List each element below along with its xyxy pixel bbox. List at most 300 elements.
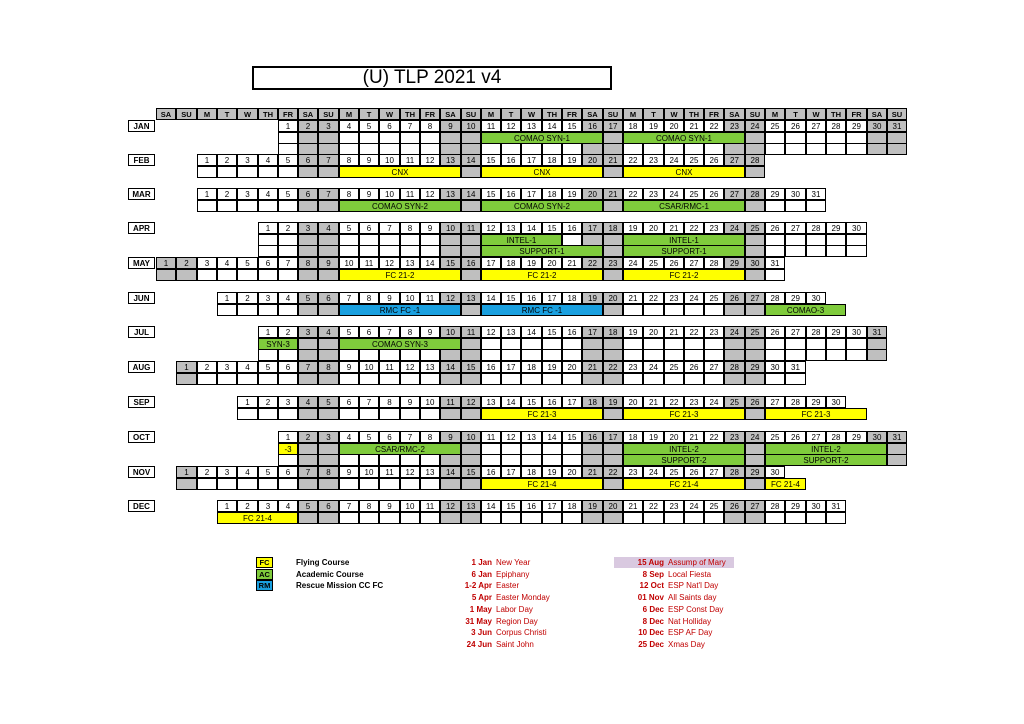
- empty-cell: [298, 304, 318, 316]
- holiday-name: Saint John: [496, 639, 534, 649]
- day-cell: 9: [339, 466, 359, 478]
- empty-cell: [440, 373, 461, 385]
- day-cell: 30: [846, 326, 867, 338]
- empty-cell: [359, 454, 379, 466]
- month-label-apr: APR: [128, 222, 155, 234]
- month-label-jul: JUL: [128, 326, 155, 338]
- day-cell: 8: [420, 431, 440, 443]
- weekday-header-cell: M: [765, 108, 785, 120]
- empty-cell: [420, 245, 440, 257]
- empty-cell: [846, 245, 867, 257]
- day-cell: 24: [724, 326, 745, 338]
- day-cell: 27: [704, 361, 724, 373]
- event-bar-academic: COMAO-3: [765, 304, 846, 316]
- day-cell: 27: [785, 326, 806, 338]
- day-cell: 7: [379, 222, 400, 234]
- day-cell: 29: [826, 222, 846, 234]
- day-cell: 16: [521, 292, 542, 304]
- empty-cell: [359, 512, 379, 524]
- day-cell: 8: [420, 120, 440, 132]
- empty-cell: [440, 512, 461, 524]
- empty-cell: [298, 408, 318, 420]
- empty-cell: [298, 269, 318, 281]
- day-cell: 1: [258, 222, 278, 234]
- day-cell: 25: [684, 188, 704, 200]
- day-cell: 10: [461, 431, 481, 443]
- day-cell: 17: [603, 120, 623, 132]
- empty-cell: [298, 349, 318, 361]
- empty-cell: [664, 373, 684, 385]
- empty-cell: [420, 349, 440, 361]
- holiday-name: Nat Holliday: [668, 616, 712, 626]
- holiday-name: New Year: [496, 558, 531, 567]
- empty-cell: [176, 373, 197, 385]
- day-cell: 20: [582, 188, 603, 200]
- day-cell: 29: [724, 257, 745, 269]
- empty-cell: [258, 349, 278, 361]
- day-cell: 1: [278, 431, 298, 443]
- empty-cell: [582, 373, 603, 385]
- day-cell: 9: [420, 222, 440, 234]
- day-cell: 7: [379, 326, 400, 338]
- day-cell: 16: [562, 326, 582, 338]
- holiday-entry: [614, 627, 712, 638]
- weekday-header-cell: TH: [826, 108, 846, 120]
- event-bar-flying: FC 21-2: [339, 269, 461, 281]
- day-cell: 2: [237, 500, 258, 512]
- weekday-header-cell: W: [664, 108, 684, 120]
- empty-cell: [562, 373, 582, 385]
- day-cell: 12: [440, 500, 461, 512]
- empty-cell: [461, 245, 481, 257]
- day-cell: 19: [521, 257, 542, 269]
- day-cell: 19: [643, 120, 664, 132]
- empty-cell: [603, 349, 623, 361]
- empty-cell: [400, 454, 420, 466]
- day-cell: 20: [603, 292, 623, 304]
- day-cell: 5: [278, 154, 298, 166]
- day-cell: 19: [562, 188, 582, 200]
- empty-cell: [298, 200, 318, 212]
- event-bar-academic: COMAO SYN-2: [339, 200, 461, 212]
- empty-cell: [237, 478, 258, 490]
- empty-cell: [623, 373, 643, 385]
- empty-cell: [785, 245, 806, 257]
- day-cell: 23: [704, 222, 724, 234]
- empty-cell: [887, 143, 907, 155]
- event-bar-flying: FC 21-3: [623, 408, 745, 420]
- holiday-date: 1 May: [469, 604, 492, 614]
- day-cell: 13: [440, 154, 461, 166]
- day-cell: 16: [481, 466, 501, 478]
- empty-cell: [643, 304, 664, 316]
- day-cell: 28: [826, 120, 846, 132]
- day-cell: 5: [298, 292, 318, 304]
- empty-cell: [318, 373, 339, 385]
- day-cell: 6: [379, 120, 400, 132]
- empty-cell: [217, 200, 237, 212]
- empty-cell: [318, 304, 339, 316]
- empty-cell: [562, 349, 582, 361]
- holiday-date: 10 Dec: [638, 628, 664, 638]
- day-cell: 16: [461, 257, 481, 269]
- empty-cell: [339, 408, 359, 420]
- day-cell: 5: [298, 500, 318, 512]
- event-bar-flying: FC 21-2: [623, 269, 745, 281]
- holiday-entry: [446, 604, 533, 615]
- day-cell: 27: [765, 396, 785, 408]
- day-cell: 6: [278, 466, 298, 478]
- empty-cell: [603, 269, 623, 281]
- day-cell: 17: [582, 326, 603, 338]
- day-cell: 16: [501, 154, 521, 166]
- day-cell: 8: [298, 257, 318, 269]
- event-bar-flying: CNX: [339, 166, 461, 178]
- day-cell: 18: [521, 361, 542, 373]
- empty-cell: [440, 478, 461, 490]
- empty-cell: [521, 454, 542, 466]
- event-bar-rescue: RMC FC -1: [339, 304, 461, 316]
- holiday-date: 01 Nov: [637, 593, 664, 603]
- day-cell: 31: [765, 257, 785, 269]
- empty-cell: [745, 166, 765, 178]
- empty-cell: [603, 304, 623, 316]
- day-cell: 6: [379, 431, 400, 443]
- empty-cell: [258, 408, 278, 420]
- empty-cell: [806, 245, 826, 257]
- empty-cell: [643, 512, 664, 524]
- month-label-nov: NOV: [128, 466, 155, 478]
- day-cell: 5: [339, 326, 359, 338]
- empty-cell: [197, 373, 217, 385]
- empty-cell: [278, 245, 298, 257]
- day-cell: 19: [643, 431, 664, 443]
- holiday-entry: [446, 616, 538, 627]
- empty-cell: [258, 373, 278, 385]
- empty-cell: [379, 512, 400, 524]
- day-cell: 5: [359, 431, 379, 443]
- day-cell: 29: [785, 500, 806, 512]
- day-cell: 22: [643, 500, 664, 512]
- day-cell: 22: [582, 257, 603, 269]
- empty-cell: [481, 512, 501, 524]
- day-cell: 30: [806, 500, 826, 512]
- day-cell: 3: [237, 154, 258, 166]
- day-cell: 18: [501, 257, 521, 269]
- weekday-header-cell: SU: [318, 108, 339, 120]
- day-cell: 10: [461, 120, 481, 132]
- day-cell: 12: [481, 326, 501, 338]
- day-cell: 10: [379, 188, 400, 200]
- day-cell: 16: [521, 500, 542, 512]
- day-cell: 1: [217, 500, 237, 512]
- day-cell: 23: [603, 257, 623, 269]
- day-cell: 24: [724, 222, 745, 234]
- empty-cell: [623, 512, 643, 524]
- weekday-header-cell: M: [197, 108, 217, 120]
- day-cell: 11: [440, 396, 461, 408]
- weekday-header-cell: M: [481, 108, 501, 120]
- weekday-header-cell: T: [217, 108, 237, 120]
- day-cell: 28: [806, 222, 826, 234]
- day-cell: 30: [867, 431, 887, 443]
- empty-cell: [643, 373, 664, 385]
- empty-cell: [298, 373, 318, 385]
- page-title: (U) TLP 2021 v4: [252, 66, 612, 90]
- empty-cell: [481, 454, 501, 466]
- holiday-date: 5 Apr: [471, 593, 492, 603]
- empty-cell: [664, 304, 684, 316]
- empty-cell: [461, 408, 481, 420]
- weekday-header-cell: SA: [298, 108, 318, 120]
- day-cell: 11: [379, 361, 400, 373]
- empty-cell: [258, 200, 278, 212]
- day-cell: 13: [420, 466, 440, 478]
- empty-cell: [542, 512, 562, 524]
- weekday-header-cell: SU: [461, 108, 481, 120]
- empty-cell: [521, 373, 542, 385]
- day-cell: 22: [664, 396, 684, 408]
- empty-cell: [765, 143, 785, 155]
- day-cell: 30: [806, 292, 826, 304]
- empty-cell: [887, 454, 907, 466]
- day-cell: 10: [440, 222, 461, 234]
- day-cell: 9: [318, 257, 339, 269]
- empty-cell: [420, 373, 440, 385]
- holiday-entry: [614, 569, 711, 580]
- month-label-jan: JAN: [128, 120, 155, 132]
- empty-cell: [745, 245, 765, 257]
- day-cell: 1: [237, 396, 258, 408]
- empty-cell: [237, 304, 258, 316]
- day-cell: 26: [704, 188, 724, 200]
- holiday-name: Easter Monday: [496, 593, 550, 603]
- day-cell: 11: [420, 500, 440, 512]
- day-cell: 2: [217, 188, 237, 200]
- day-cell: 18: [562, 500, 582, 512]
- day-cell: 31: [785, 361, 806, 373]
- empty-cell: [298, 454, 318, 466]
- empty-cell: [481, 373, 501, 385]
- day-cell: 1: [197, 154, 217, 166]
- empty-cell: [765, 349, 785, 361]
- day-cell: 25: [643, 257, 664, 269]
- day-cell: 6: [359, 326, 379, 338]
- empty-cell: [339, 245, 359, 257]
- day-cell: 4: [298, 396, 318, 408]
- weekday-header-cell: SA: [867, 108, 887, 120]
- day-cell: 19: [582, 292, 603, 304]
- day-cell: 26: [684, 361, 704, 373]
- empty-cell: [461, 200, 481, 212]
- empty-cell: [582, 349, 603, 361]
- day-cell: 7: [318, 188, 339, 200]
- day-cell: 14: [481, 500, 501, 512]
- day-cell: 22: [603, 361, 623, 373]
- day-cell: 1: [176, 466, 197, 478]
- weekday-header-cell: T: [785, 108, 806, 120]
- day-cell: 29: [846, 431, 867, 443]
- weekday-header-cell: TH: [684, 108, 704, 120]
- day-cell: 19: [623, 222, 643, 234]
- holiday-name: Local Fiesta: [668, 569, 712, 579]
- day-cell: 10: [359, 466, 379, 478]
- day-cell: 27: [785, 222, 806, 234]
- day-cell: 20: [562, 466, 582, 478]
- event-bar-rescue: RMC FC -1: [481, 304, 603, 316]
- day-cell: 31: [887, 431, 907, 443]
- day-cell: 8: [379, 396, 400, 408]
- weekday-header-cell: SA: [724, 108, 745, 120]
- day-cell: 8: [400, 222, 420, 234]
- empty-cell: [745, 408, 765, 420]
- legend-swatch: AC: [256, 569, 273, 580]
- empty-cell: [867, 349, 887, 361]
- event-bar-flying: FC 21-4: [765, 478, 806, 490]
- day-cell: 24: [643, 466, 664, 478]
- day-cell: 17: [603, 431, 623, 443]
- day-cell: 4: [318, 222, 339, 234]
- day-cell: 17: [481, 257, 501, 269]
- holiday-date: 8 Sep: [642, 569, 664, 579]
- empty-cell: [176, 269, 197, 281]
- day-cell: 15: [562, 120, 582, 132]
- day-cell: 3: [217, 361, 237, 373]
- day-cell: 17: [542, 500, 562, 512]
- empty-cell: [400, 408, 420, 420]
- day-cell: 3: [237, 188, 258, 200]
- weekday-header-cell: SU: [887, 108, 907, 120]
- day-cell: 15: [481, 188, 501, 200]
- empty-cell: [785, 349, 806, 361]
- day-cell: 15: [542, 222, 562, 234]
- day-cell: 13: [420, 361, 440, 373]
- empty-cell: [745, 200, 765, 212]
- event-bar-academic: CSAR/RMC-1: [623, 200, 745, 212]
- empty-cell: [318, 349, 339, 361]
- day-cell: 10: [400, 292, 420, 304]
- day-cell: 15: [521, 396, 542, 408]
- empty-cell: [278, 304, 298, 316]
- empty-cell: [461, 166, 481, 178]
- day-cell: 24: [704, 396, 724, 408]
- day-cell: 5: [318, 396, 339, 408]
- day-cell: 24: [664, 154, 684, 166]
- holiday-entry: [446, 627, 547, 638]
- empty-cell: [745, 478, 765, 490]
- day-cell: 26: [704, 154, 724, 166]
- day-cell: 28: [785, 396, 806, 408]
- empty-cell: [400, 349, 420, 361]
- day-cell: 7: [339, 500, 359, 512]
- day-cell: 19: [542, 361, 562, 373]
- day-cell: 27: [745, 292, 765, 304]
- day-cell: 3: [278, 396, 298, 408]
- weekday-header-cell: FR: [846, 108, 867, 120]
- empty-cell: [278, 200, 298, 212]
- day-cell: 25: [745, 326, 765, 338]
- day-cell: 1: [258, 326, 278, 338]
- empty-cell: [278, 269, 298, 281]
- empty-cell: [461, 304, 481, 316]
- day-cell: 31: [826, 500, 846, 512]
- empty-cell: [440, 454, 461, 466]
- day-cell: 25: [664, 466, 684, 478]
- day-cell: 26: [785, 431, 806, 443]
- empty-cell: [745, 269, 765, 281]
- day-cell: 16: [542, 396, 562, 408]
- empty-cell: [318, 200, 339, 212]
- day-cell: 12: [501, 120, 521, 132]
- event-bar-academic: SUPPORT-2: [765, 454, 887, 466]
- day-cell: 12: [461, 396, 481, 408]
- day-cell: 24: [745, 431, 765, 443]
- empty-cell: [197, 200, 217, 212]
- holiday-entry: [446, 639, 534, 650]
- day-cell: 19: [542, 466, 562, 478]
- day-cell: 25: [765, 431, 785, 443]
- day-cell: 4: [318, 326, 339, 338]
- day-cell: 23: [664, 500, 684, 512]
- empty-cell: [359, 373, 379, 385]
- day-cell: 25: [745, 222, 765, 234]
- day-cell: 4: [278, 500, 298, 512]
- weekday-header-cell: FR: [278, 108, 298, 120]
- day-cell: 29: [846, 120, 867, 132]
- day-cell: 14: [521, 326, 542, 338]
- day-cell: 26: [765, 222, 785, 234]
- holiday-name: Corpus Christi: [496, 628, 547, 638]
- event-bar-academic: INTEL-2: [623, 443, 745, 455]
- day-cell: 29: [806, 396, 826, 408]
- empty-cell: [339, 512, 359, 524]
- day-cell: 28: [745, 188, 765, 200]
- day-cell: 20: [562, 361, 582, 373]
- day-cell: 15: [542, 326, 562, 338]
- day-cell: 10: [359, 361, 379, 373]
- holiday-name: Epiphany: [496, 569, 530, 579]
- empty-cell: [826, 245, 846, 257]
- empty-cell: [237, 166, 258, 178]
- empty-cell: [197, 478, 217, 490]
- empty-cell: [542, 373, 562, 385]
- day-cell: 8: [339, 154, 359, 166]
- day-cell: 30: [846, 222, 867, 234]
- empty-cell: [684, 304, 704, 316]
- holiday-date: 6 Dec: [642, 604, 664, 614]
- day-cell: 7: [318, 154, 339, 166]
- day-cell: 9: [440, 120, 461, 132]
- day-cell: 25: [664, 361, 684, 373]
- event-bar-academic: INTEL-2: [765, 443, 887, 455]
- day-cell: 11: [481, 431, 501, 443]
- day-cell: 22: [623, 154, 643, 166]
- empty-cell: [765, 373, 785, 385]
- day-cell: 23: [704, 326, 724, 338]
- day-cell: 6: [278, 361, 298, 373]
- day-cell: 11: [359, 257, 379, 269]
- empty-cell: [461, 269, 481, 281]
- weekday-header-cell: TH: [258, 108, 278, 120]
- empty-cell: [765, 512, 785, 524]
- holiday-name: All Saints day: [668, 593, 717, 603]
- day-cell: 3: [258, 500, 278, 512]
- day-cell: 6: [318, 500, 339, 512]
- day-cell: 15: [461, 466, 481, 478]
- day-cell: 18: [521, 466, 542, 478]
- empty-cell: [826, 512, 846, 524]
- day-cell: 16: [501, 188, 521, 200]
